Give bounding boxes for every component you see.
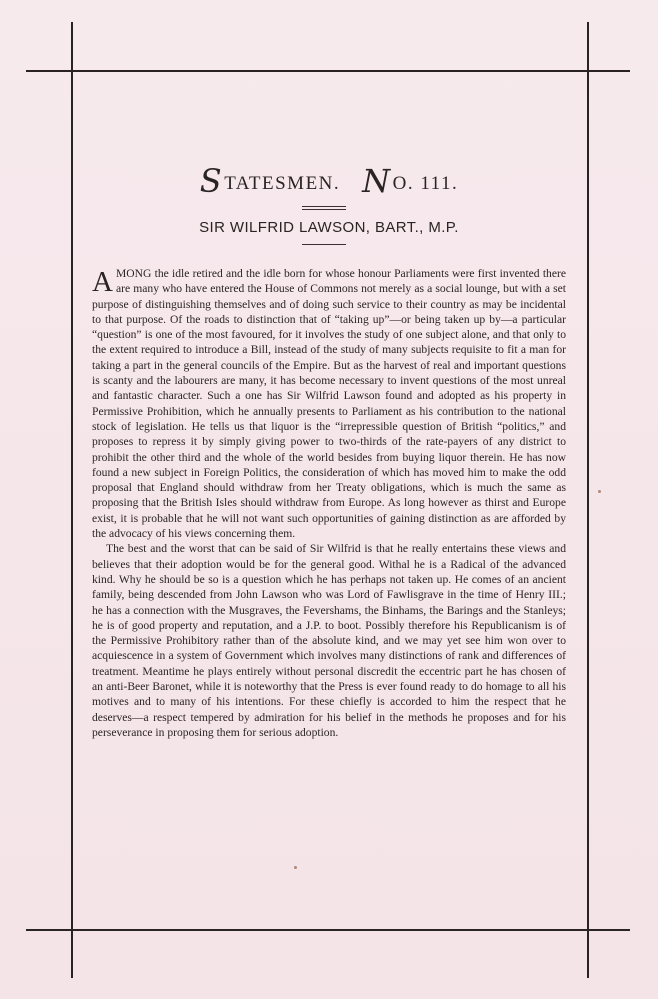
title-initial: S bbox=[199, 162, 224, 200]
paper-speck bbox=[294, 866, 297, 869]
article-body bbox=[92, 266, 566, 740]
top-border-rule bbox=[26, 70, 630, 72]
paragraph bbox=[92, 266, 566, 541]
issue-number: O. 111. bbox=[392, 173, 459, 194]
number-initial: N bbox=[362, 162, 392, 200]
title-word: TATESMEN. bbox=[224, 173, 341, 194]
title-divider-second bbox=[302, 209, 346, 210]
paragraph bbox=[92, 541, 566, 740]
drop-cap: A bbox=[92, 266, 113, 298]
bottom-border-rule bbox=[26, 929, 630, 931]
subtitle-divider bbox=[302, 244, 346, 245]
title-divider bbox=[302, 206, 346, 207]
paragraph-1-text: MONG the idle retired and the idle born for whose honour Parliaments were first invented there are many who have entered the House of Commons not merely as a social lounge, but with a set purpose of distinguishing themselves and of doing such service to their country as may be incidental to that purpose. Of the roads to distinction that of “taking up”—or being taken up by—a particular “question” is one of the most favoured, for it involves the study of one subject alone, and that only to the extent required to introduce a Bill, instead of the study of many subjects requisite to fit a man for taking a part in the general councils of the Empire. But as the harvest of real and important questions is scanty and the labourers are many, it has become necessary to invent questions of the most unreal and fantastic character. Such a one has Sir Wilfrid Lawson found and adopted as his property in Permissive Prohibition, which he annually presents to Parliament as his contribution to the national stock of legislation. He tells us that liquor is the “irrepressible question of British “politics,” and proposes to repress it by simply giving power to two-thirds of the rate-payers of any district to prohibit the other third and the whole of the world besides from buying liquor therein. He has now found a new subject in Foreign Politics, the consideration of which has moved him to make the odd proposal that England should withdraw from her Treaty obligations, which is much the same as proposing that the British Isles should withdraw from Europe. As long however as thirst and Europe exist, it is probable that he will not want such opportunities of gaining distinction as are afforded by the advocacy of his views concerning them. bbox=[92, 267, 566, 541]
page-title bbox=[0, 162, 658, 200]
paragraph-2-text: The best and the worst that can be said of Sir Wilfrid is that he really entertains these views and believes that their adoption would be for the general good. Withal he is a Radical of the advanced kind. Why he should be so is a question which he has perhaps not taken up. He comes of an ancient family, being descended from John Lawson who was Lord of Fawlisgrave in the time of Henry III.; he has a connection with the Musgraves, the Fevershams, the Binhams, the Barings and the Stanleys; he is of good property and reputation, and a J.P. to boot. Possibly therefore his Republicanism is of the Permissive Prohibitory rather than of the absolute kind, and we may yet see him won over to acquiescence in a system of Government which involves many distinctions of rank and differences of treatment. Meantime he plays entirely without personal discredit the eccentric part he has chosen of an anti-Beer Baronet, while it is noteworthy that the Press is ever found ready to do homage to all his motives and to many of his intentions. For these chiefly is accorded to him the respect that he deserves—a respect tempered by admiration for his belief in the methods he proposes and for his perseverance in proposing them for serious adoption. bbox=[92, 542, 566, 739]
subject-name: SIR WILFRID LAWSON, BART., M.P. bbox=[199, 219, 459, 236]
paper-speck bbox=[598, 490, 601, 493]
